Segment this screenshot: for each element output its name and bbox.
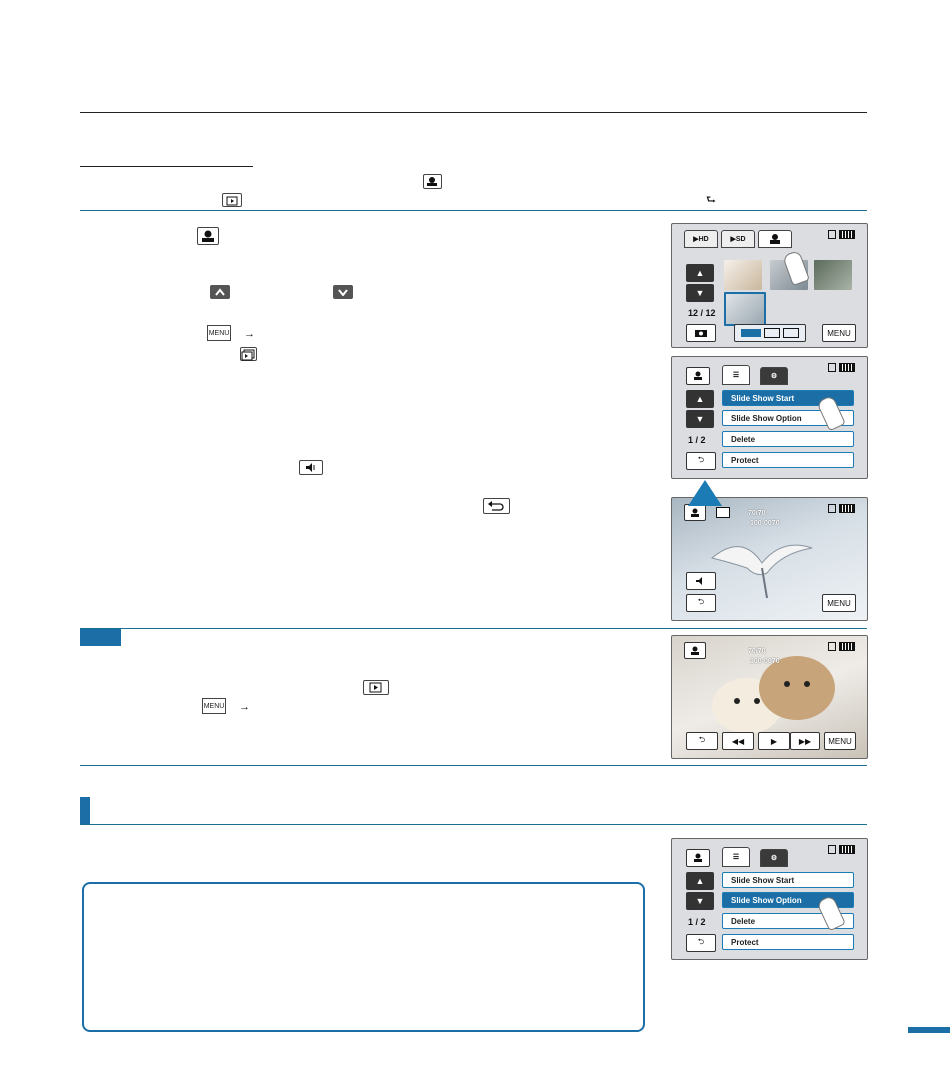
volume-icon (299, 460, 323, 475)
status-indicators (828, 845, 855, 854)
screen-thumbnail-view (671, 223, 868, 348)
view-mode-buttons[interactable] (734, 324, 806, 342)
status-indicators (828, 504, 855, 513)
tab-photo[interactable] (758, 230, 792, 248)
menu-item-delete[interactable]: Delete (722, 431, 854, 447)
play-mode-icon (222, 193, 242, 207)
photo-tab-icon (197, 227, 219, 245)
file-number: 100-0070 (750, 658, 780, 665)
return-arrow-icon: ⮑ (706, 194, 716, 206)
menu-key-icon: MENU (202, 698, 226, 714)
up-arrow-icon (210, 285, 230, 299)
menu-button[interactable]: MENU (822, 324, 856, 342)
arrow-icon: → (239, 701, 250, 713)
menu-item-slide-show-start[interactable]: Slide Show Start (722, 872, 854, 888)
top-rule (80, 112, 867, 113)
slideshow-icon (240, 347, 257, 361)
tab-sd[interactable]: ▶ SD (721, 230, 755, 248)
previous-button[interactable]: ◀◀ (722, 732, 754, 750)
play-mode-icon (363, 680, 389, 695)
tab-menu-list[interactable]: ☰ (722, 365, 750, 385)
scroll-up-button[interactable]: ▲ (686, 872, 714, 890)
screen-slideshow (671, 497, 868, 621)
back-button[interactable]: ⮌ (686, 934, 716, 952)
photo-mode-indicator (684, 642, 706, 659)
file-number: 100-0070 (750, 520, 780, 527)
menu-key-icon: MENU (207, 325, 231, 341)
status-indicators (828, 642, 855, 651)
section-divider (80, 765, 867, 766)
tab-hd[interactable]: ▶ HD (684, 230, 718, 248)
menu-item-slide-show-start[interactable]: Slide Show Start (722, 390, 854, 406)
page-indicator: 1 / 2 (688, 917, 706, 927)
menu-item-slide-show-option[interactable]: Slide Show Option (722, 410, 854, 426)
menu-item-slide-show-option[interactable]: Slide Show Option (722, 892, 854, 908)
section-divider (80, 210, 867, 211)
page-corner-tab (908, 1027, 950, 1033)
scroll-down-button[interactable]: ▼ (686, 892, 714, 910)
menu-item-protect[interactable]: Protect (722, 452, 854, 468)
scroll-up-button[interactable]: ▲ (686, 264, 714, 282)
slideshow-play-button[interactable]: ▶ (758, 732, 790, 750)
back-button[interactable]: ⮌ (686, 732, 718, 750)
page-indicator: 1 / 2 (688, 435, 706, 445)
status-indicators (828, 363, 855, 372)
status-indicators (828, 230, 855, 239)
back-icon (483, 498, 510, 514)
photo-counter: 70/70 (748, 648, 766, 655)
photo-mode-icon (423, 174, 442, 189)
down-arrow-icon (333, 285, 353, 299)
back-button[interactable]: ⮌ (686, 452, 716, 470)
tab-settings[interactable]: ⚙ (760, 849, 788, 867)
photo-mode-button[interactable] (686, 367, 710, 385)
section-rule (80, 824, 867, 825)
menu-button[interactable]: MENU (824, 732, 856, 750)
screen-photo-controls (671, 635, 868, 759)
volume-button[interactable] (686, 572, 716, 590)
photo-counter: 70/70 (748, 510, 766, 517)
tab-settings[interactable]: ⚙ (760, 367, 788, 385)
back-button[interactable]: ⮌ (686, 594, 716, 612)
camera-button[interactable] (686, 324, 716, 342)
scroll-up-button[interactable]: ▲ (686, 390, 714, 408)
thumbnail-flower[interactable] (814, 260, 852, 290)
page-indicator: 12 / 12 (688, 308, 716, 318)
heading-underline (80, 166, 253, 167)
thumbnail-seagull-selected[interactable] (724, 292, 766, 326)
thumbnail-puppy[interactable] (724, 260, 762, 290)
note-badge (80, 628, 121, 646)
pointer-marker (688, 480, 722, 510)
seagull-photo (707, 523, 817, 603)
screen-menu (671, 356, 868, 479)
section-bar (80, 797, 90, 825)
tab-menu-list[interactable]: ☰ (722, 847, 750, 867)
screen-menu-option (671, 838, 868, 960)
photo-mode-button[interactable] (686, 849, 710, 867)
note-rule (80, 628, 867, 629)
menu-button[interactable]: MENU (822, 594, 856, 612)
scroll-down-button[interactable]: ▼ (686, 410, 714, 428)
menu-item-protect[interactable]: Protect (722, 934, 854, 950)
menu-item-delete[interactable]: Delete (722, 913, 854, 929)
next-button[interactable]: ▶▶ (790, 732, 820, 750)
arrow-icon: → (244, 328, 255, 340)
info-box (82, 882, 645, 1032)
scroll-down-button[interactable]: ▼ (686, 284, 714, 302)
